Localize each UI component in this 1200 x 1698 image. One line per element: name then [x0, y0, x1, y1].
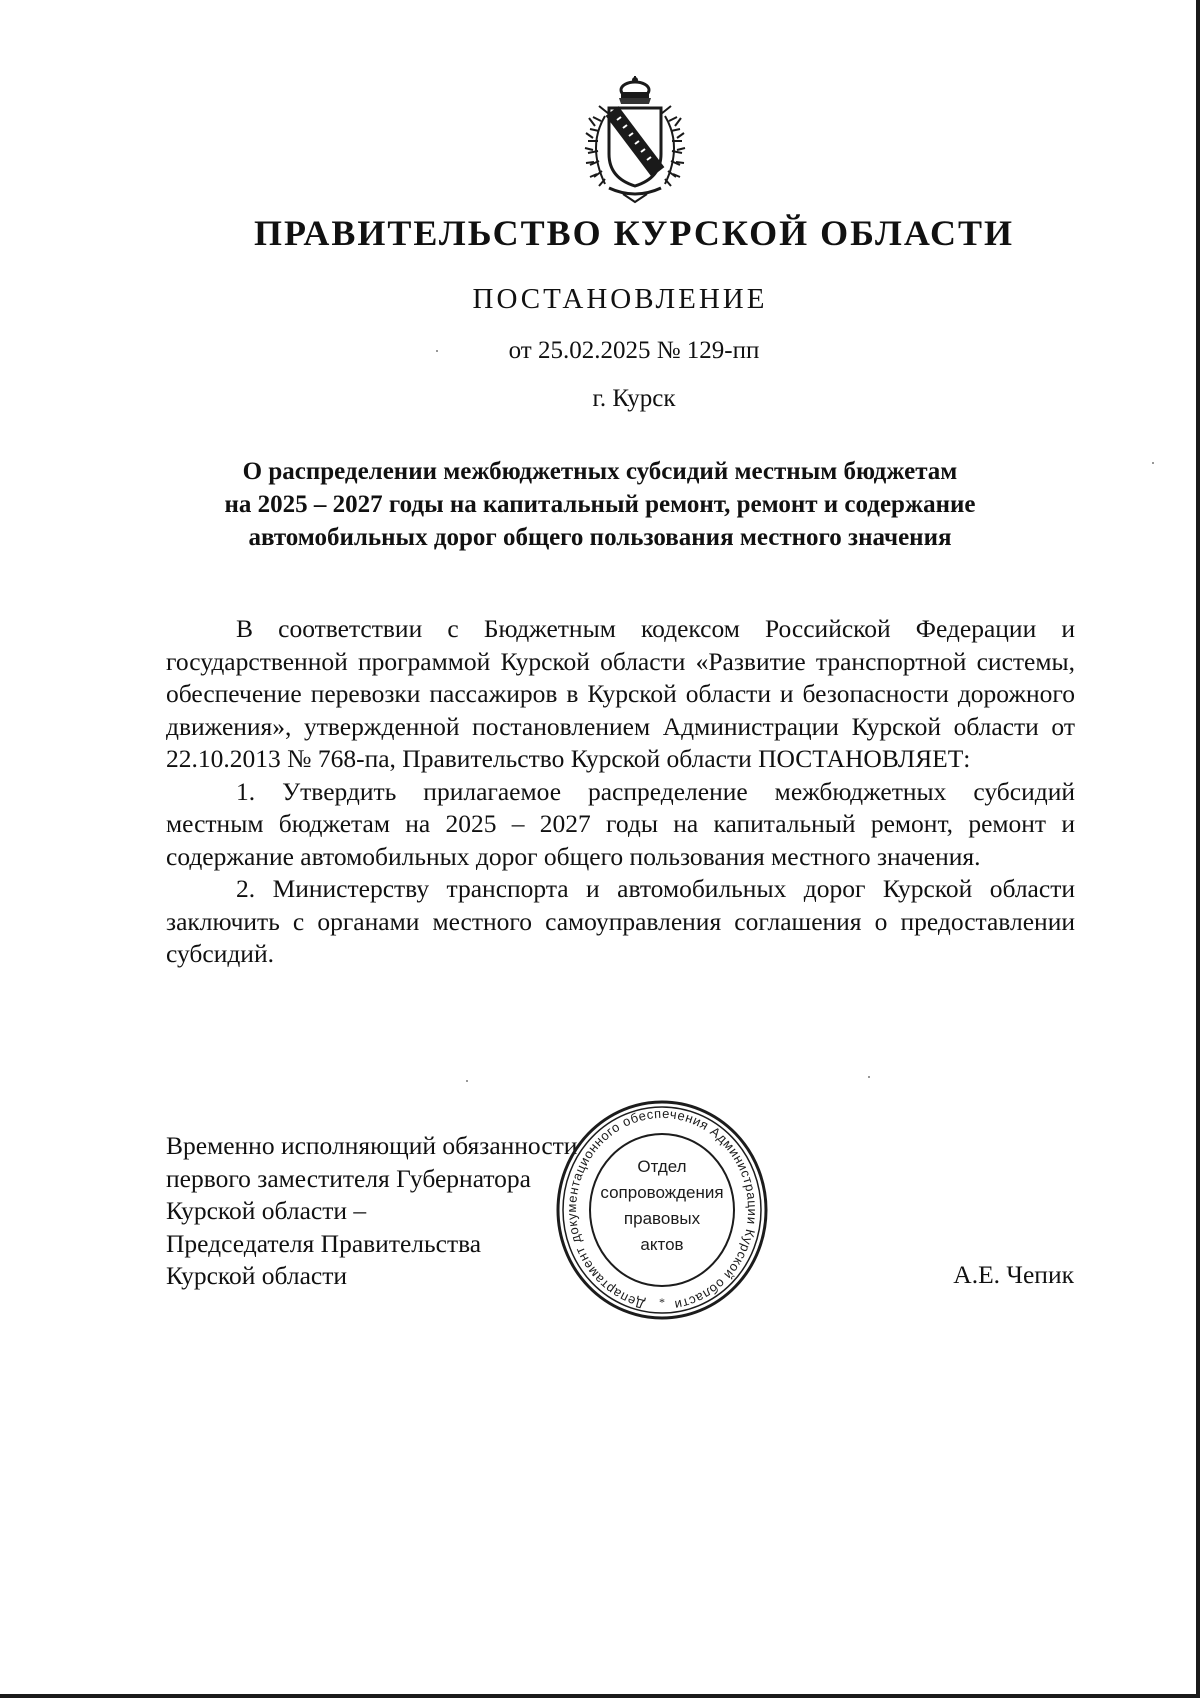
stamp-star-icon: *: [659, 1295, 665, 1309]
government-title: ПРАВИТЕЛЬСТВО КУРСКОЙ ОБЛАСТИ: [253, 213, 1015, 253]
stamp-inner-line: правовых: [623, 1209, 701, 1228]
resolution-item-2: 2. Министерству транспорта и автомобильных дорог Курской области заключить с органами местного самоуправления соглашения о предоставлении субсидий.: [166, 874, 1075, 968]
signer-position-line: Временно исполняющий обязанности: [166, 1131, 578, 1160]
wreath-left-icon: [585, 106, 609, 186]
document-type: ПОСТАНОВЛЕНИЕ: [472, 283, 768, 315]
crown-icon: [619, 76, 651, 104]
stamp-inner-line: сопровождения: [600, 1183, 724, 1202]
resolution-item-1: 1. Утвердить прилагаемое распределение межбюджетных субсидий местным бюджетам на 2025 – 2027 годы на капитальный ремонт, ремонт и содержание автомобильных дорог общего пользования местного значения.: [166, 776, 1075, 871]
stamp-inner-line: актов: [640, 1235, 684, 1254]
scan-speck: [436, 350, 438, 352]
subject-line: О распределении межбюджетных субсидий местным бюджетам: [242, 458, 958, 485]
signer-name: А.Е. Чепик: [953, 1260, 1074, 1289]
official-stamp: [552, 1092, 772, 1322]
signer-position: [166, 1130, 577, 1293]
document-city: г. Курск: [592, 385, 676, 412]
document-subject: [140, 455, 1060, 554]
kursk-coat-of-arms-emblem: [565, 76, 705, 206]
signer-position-line: Курской области: [166, 1261, 348, 1290]
signer-position-line: Председателя Правительства: [166, 1228, 482, 1258]
preamble-paragraph: В соответствии с Бюджетным кодексом Российской Федерации и государственной программой Курской области «Развитие транспортной системы, обеспечение перевозки пассажиров в Курской области и безопасности дорожного движения», утвержденной постановлением Администрации Курской области от 22.10.2013 № 768-па, Правительство Курской области ПОСТАНОВЛЯЕТ:: [166, 614, 1075, 773]
scan-edge-right: [1196, 0, 1200, 1698]
document-date-number: от 25.02.2025 № 129-пп: [508, 337, 760, 364]
document-body: [166, 613, 1075, 971]
wreath-right-icon: [661, 106, 685, 186]
subject-line: автомобильных дорог общего пользования местного значения: [248, 524, 952, 551]
scan-edge-bottom: [0, 1694, 1200, 1698]
shield-icon: [609, 108, 661, 186]
signer-position-line: первого заместителя Губернатора: [166, 1163, 531, 1193]
scan-speck: [1152, 462, 1154, 464]
stamp-inner-line: Отдел: [637, 1157, 687, 1176]
scan-speck: [868, 1076, 870, 1078]
signer-position-line: Курской области –: [166, 1196, 367, 1225]
stamp-outer-text: Департамент документационного обеспечения Администрации Курской области: [563, 1105, 761, 1313]
scan-speck: [466, 1080, 468, 1082]
subject-line: на 2025 – 2027 годы на капитальный ремонт, ремонт и содержание: [224, 491, 976, 518]
